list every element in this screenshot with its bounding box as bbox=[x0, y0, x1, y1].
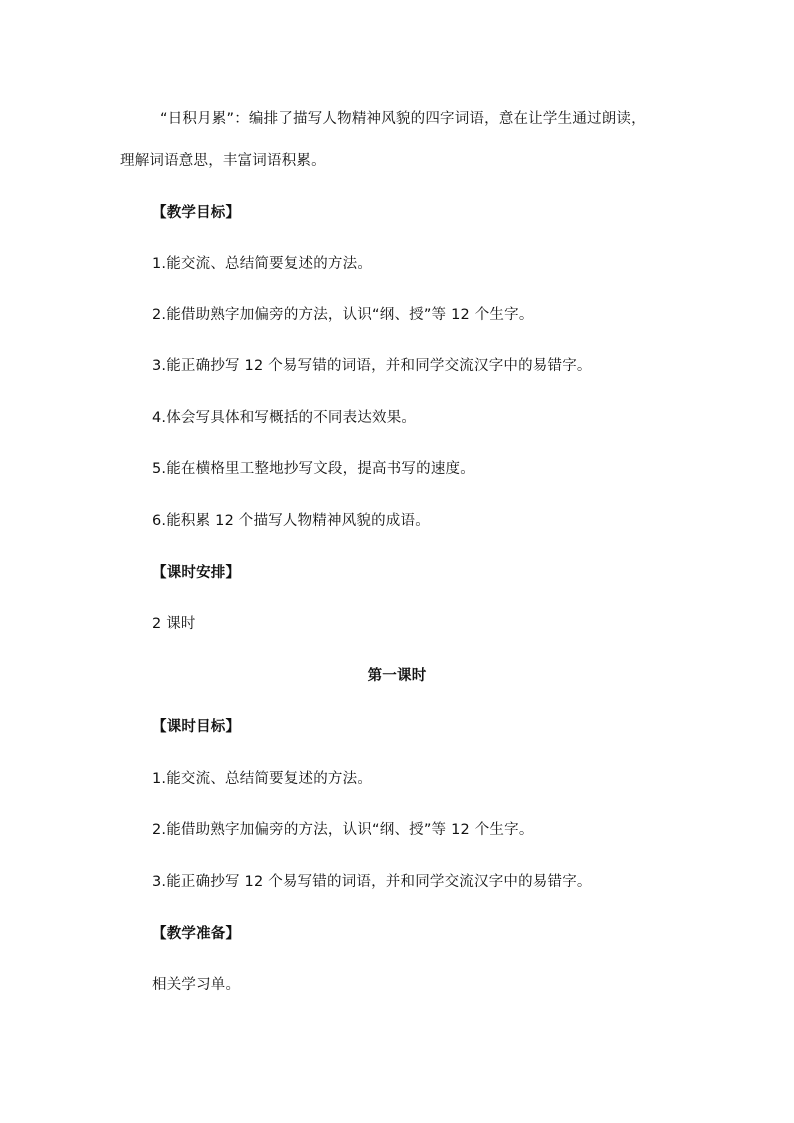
teaching-goal-item: 1.能交流、总结简要复述的方法。 bbox=[152, 256, 373, 272]
teaching-goal-item: 6.能积累 12 个描写人物精神风貌的成语。 bbox=[152, 513, 430, 529]
schedule-heading: 【课时安排】 bbox=[152, 565, 241, 581]
teaching-goals-heading: 【教学目标】 bbox=[152, 205, 241, 221]
teaching-goal-item: 4.体会写具体和写概括的不同表达效果。 bbox=[152, 410, 417, 426]
schedule-text: 2 课时 bbox=[152, 616, 196, 632]
intro-line-1: “日积月累”：编排了描写人物精神风貌的四字词语，意在让学生通过朗读， bbox=[160, 111, 646, 127]
first-lesson-title: 第一课时 bbox=[367, 668, 427, 684]
teaching-goal-item: 5.能在横格里工整地抄写文段，提高书写的速度。 bbox=[152, 461, 475, 477]
lesson-goal-item: 2.能借助熟字加偏旁的方法，认识“纲、授”等 12 个生字。 bbox=[152, 822, 534, 838]
prep-heading: 【教学准备】 bbox=[152, 926, 241, 942]
teaching-goal-item: 2.能借助熟字加偏旁的方法，认识“纲、授”等 12 个生字。 bbox=[152, 307, 534, 323]
prep-text: 相关学习单。 bbox=[152, 977, 241, 993]
lesson-goal-item: 3.能正确抄写 12 个易写错的词语，并和同学交流汉字中的易错字。 bbox=[152, 874, 592, 890]
teaching-goal-item: 3.能正确抄写 12 个易写错的词语，并和同学交流汉字中的易错字。 bbox=[152, 358, 592, 374]
lesson-goal-item: 1.能交流、总结简要复述的方法。 bbox=[152, 771, 373, 787]
lesson-goals-heading: 【课时目标】 bbox=[152, 719, 241, 735]
intro-line-2: 理解词语意思，丰富词语积累。 bbox=[120, 153, 326, 169]
